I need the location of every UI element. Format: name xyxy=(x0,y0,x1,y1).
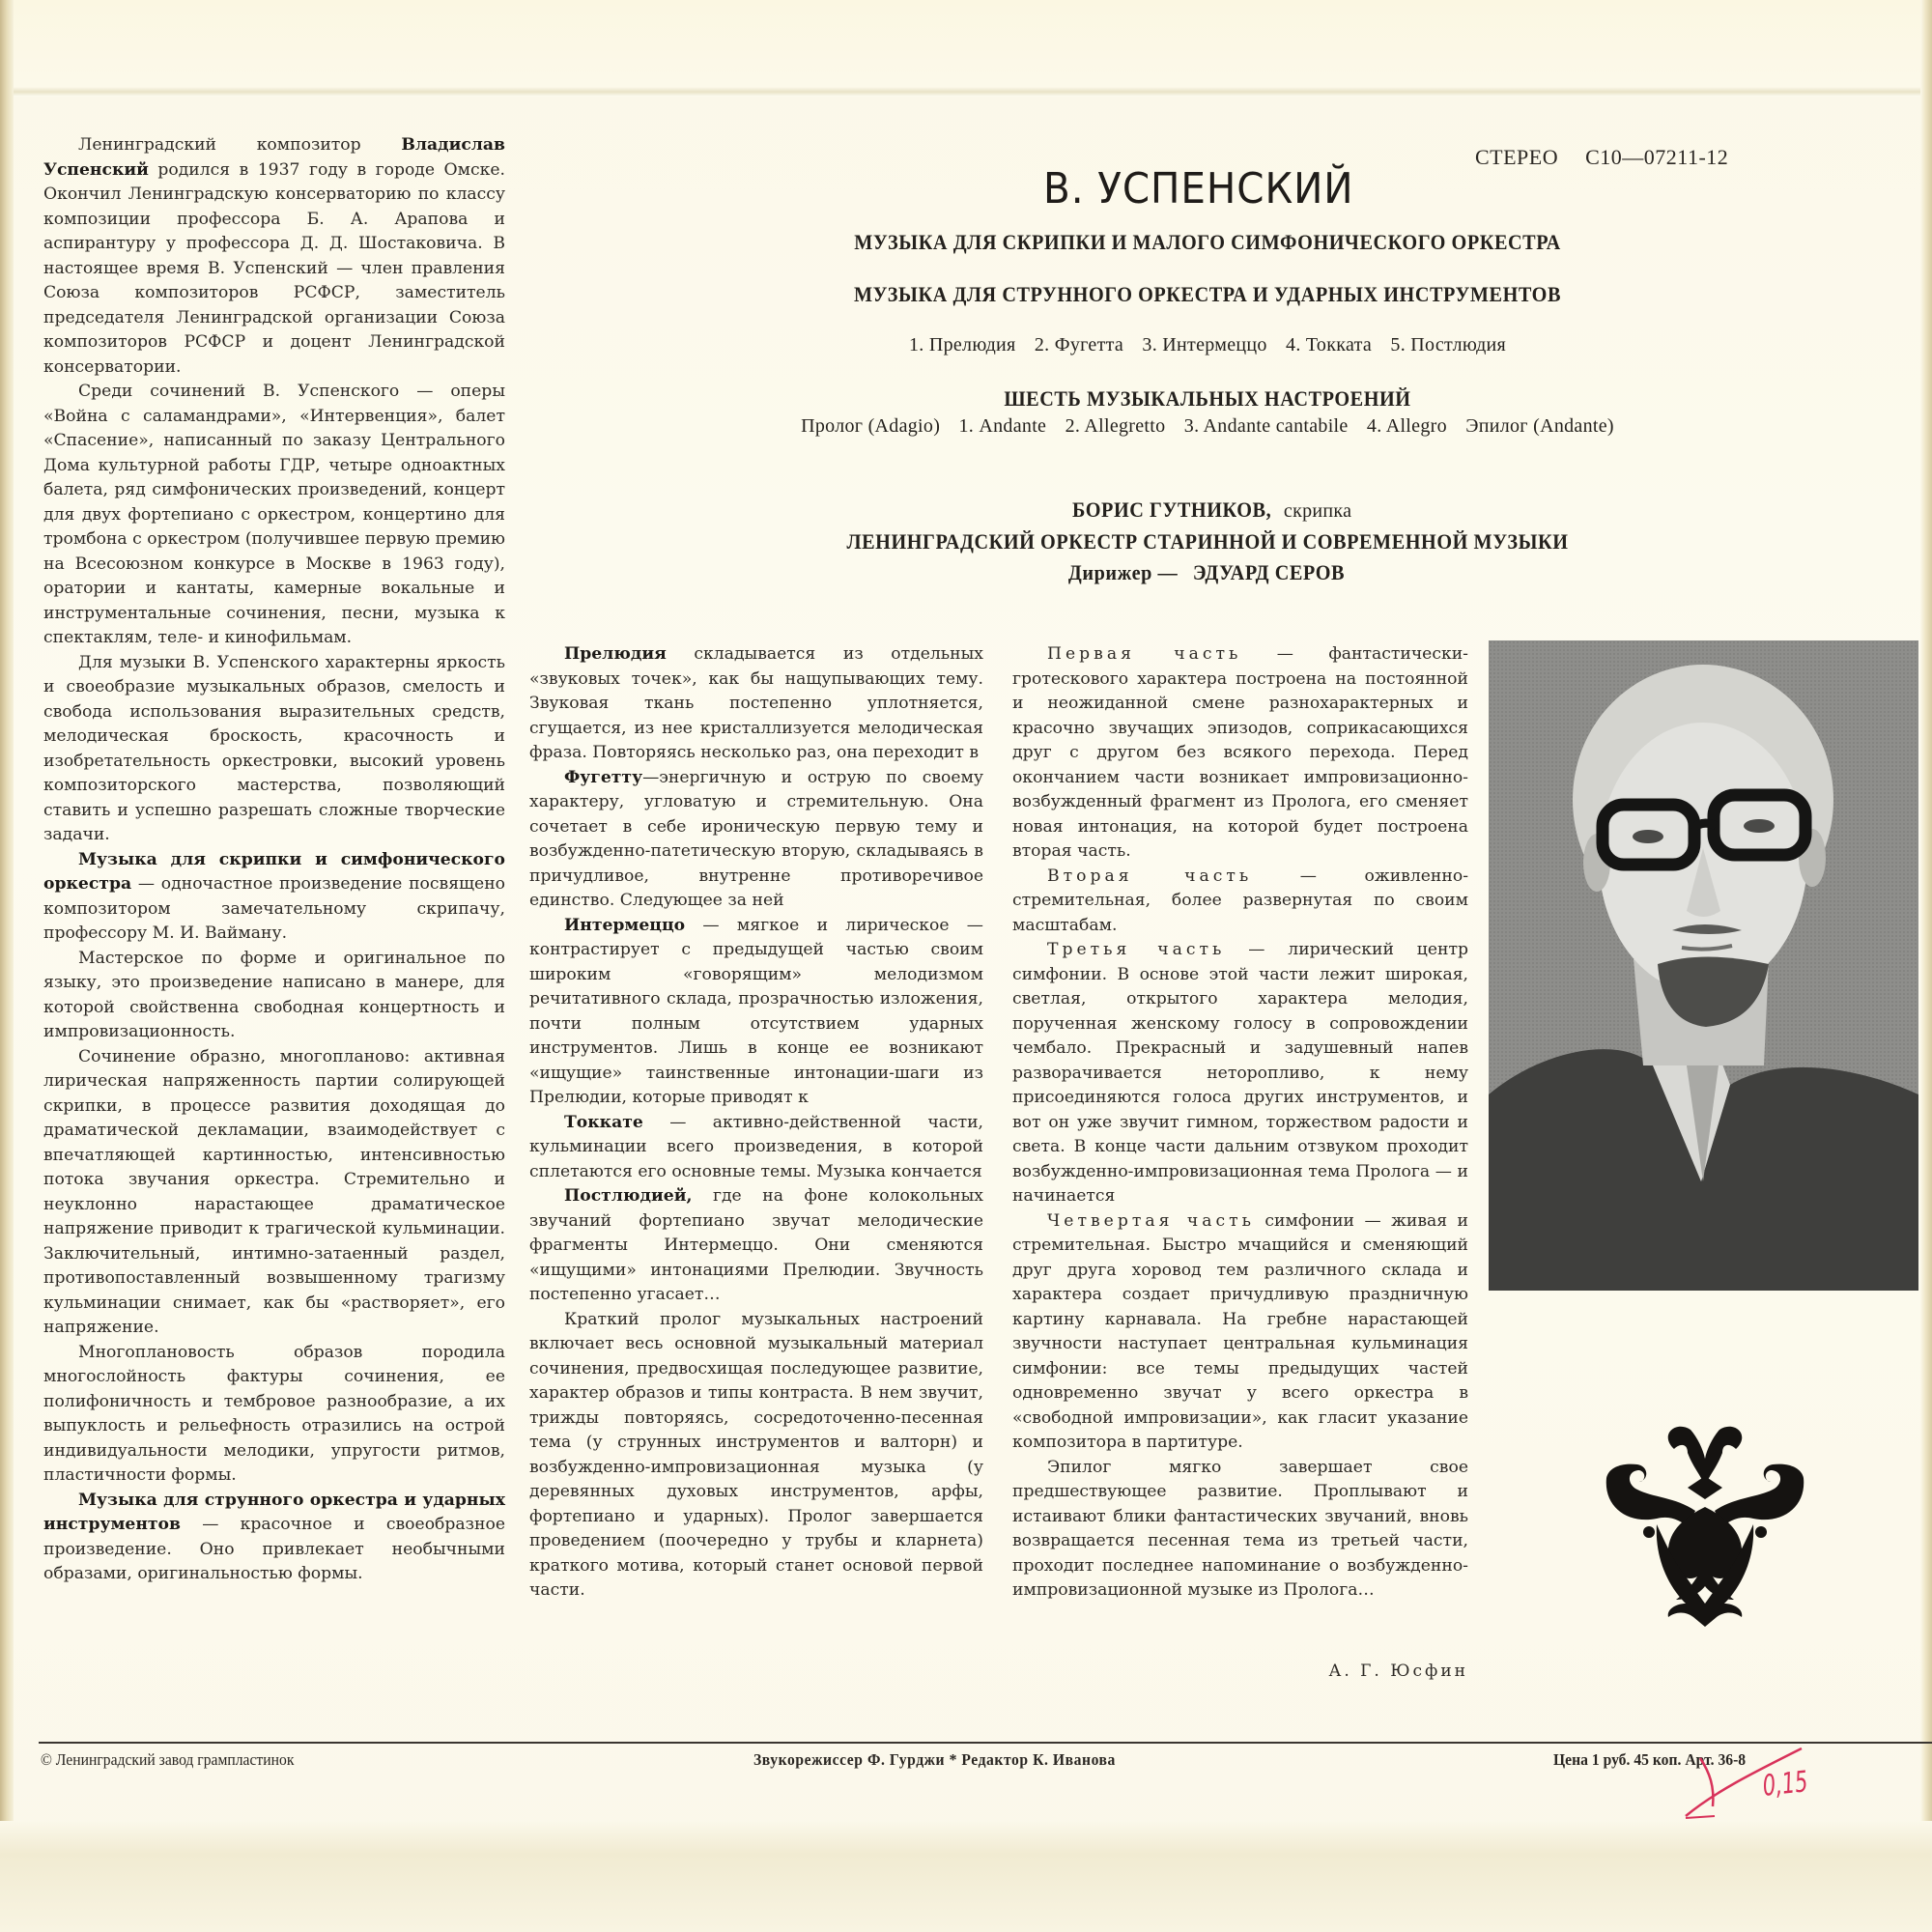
sleeve-right-edge xyxy=(1920,0,1932,1932)
paragraph: Четвертая часть симфонии — живая и стремительная. Быстро мчащийся и сменяющий друг друга хоровод тем различного склада и характера создает причудливую праздничную картину карнавала. На гребне нарастающей звучности наступает центральная кульминация симфонии: все темы предыдущих частей одновременно звучат у всего оркестра в «свободной импровизации», как гласит указание композитора в партитуре. xyxy=(1012,1210,1468,1452)
movement: 1. Andante xyxy=(958,415,1047,437)
paragraph: Сочинение образно, многопланово: активная лирическая напряженность партии солирующей скрипки, в процессе развития доходящая до драматической декламации, взаимодействует с впечатляющей картинностью, интенсивностью потока звучания оркестра. Стремительно и неуклонно нарастающее драматическое напряжение приводит к трагической кульминации. Заключительный, интимно-затаенный раздел, противопоставленный возвышенному трагизму кульминации снимает, как бы «растворяет», его напряжение. xyxy=(43,1046,505,1337)
movement: Эпилог (Andante) xyxy=(1465,415,1614,437)
movements-list-2 xyxy=(638,334,1777,356)
paragraph: Эпилог мягко завершает свое предшествующее развитие. Проплывают и истаивают блики фантастических звучаний, вновь возвращается песенная тема из третьей части, проходит последнее напоминание о возбужденно-импровизационной музыке из Пролога… xyxy=(1012,1457,1468,1600)
paragraph: Многоплановость образов породила многослойность фактуры сочинения, ее полифоничность и тембровое разнообразие, а их выпуклость и рельефность отразились на острой индивидуальности мелодики, упругости ритмов, пластичности формы. xyxy=(43,1342,505,1485)
label-logo-ornament xyxy=(1599,1410,1811,1628)
performer-conductor: Дирижер — ЭДУАРД СЕРОВ xyxy=(1067,560,1346,584)
column-moods-notes xyxy=(1012,642,1468,1604)
column-biography xyxy=(43,133,505,1587)
paragraph: Среди сочинений В. Успенского — оперы «Война с саламандрами», «Интервенция», балет «Спасение», написанный по заказу Центрального Дома культурной работы ГДР, четыре одноактных балета, ряд симфонических произведений, концерт для двух фортепиано с оркестром, концертино для тромбона с оркестром (получившее первую премию на Всесоюзном конкурсе в Москве в 1963 году), оратории и кантаты, камерные вокальные и инструментальные сочинения, песни, музыка к спектаклям, теле- и кинофильмам. xyxy=(43,382,505,647)
performer-orchestra: ЛЕНИНГРАДСКИЙ ОРКЕСТР СТАРИННОЙ И СОВРЕМЕННОЙ МУЗЫКИ xyxy=(846,529,1569,554)
composer-portrait-photo xyxy=(1489,640,1918,1291)
paragraph: Вторая часть — оживленно-стремительная, более развернутая по своим масштабам. xyxy=(1012,866,1468,935)
catalog-number: С10—07211-12 xyxy=(1585,145,1729,169)
stereo-label: СТЕРЕО xyxy=(1475,145,1559,169)
movement: 4. Allegro xyxy=(1366,415,1447,437)
handwritten-price: 0,15 xyxy=(1761,1765,1810,1804)
movement: 2. Фугетта xyxy=(1034,334,1124,355)
catalog-info xyxy=(1475,145,1900,170)
footer-price: Цена 1 руб. 45 коп. Арт. 36-8 xyxy=(1553,1750,1747,1769)
footer-divider xyxy=(39,1742,1932,1744)
work-title-3: ШЕСТЬ МУЗЫКАЛЬНЫХ НАСТРОЕНИЙ xyxy=(1004,386,1411,411)
movement: 2. Allegretto xyxy=(1065,415,1166,437)
paragraph: Первая часть — фантастически-гротескового характера построена на постоянной и неожиданной смене разнохарактерных и красочно звучащих эпизодов, соприкасающихся друг с другом без всякого перехода. Перед окончанием части возникает импровизационно-возбужденный фрагмент из Пролога, его сменяет новая интонация, на которой будет построена вторая часть. xyxy=(1012,644,1468,861)
paragraph: Токкате — активно-действенной части, кульминации всего произведения, в которой сплетаются его основные темы. Музыка кончается xyxy=(529,1112,983,1181)
footer-publisher: © Ленинградский завод грампластинок xyxy=(41,1750,295,1769)
movement: 4. Токката xyxy=(1286,334,1373,355)
portrait-illustration xyxy=(1489,640,1918,1291)
ornament-icon xyxy=(1599,1410,1811,1628)
movement: 3. Интермеццо xyxy=(1142,334,1267,355)
paragraph: Краткий пролог музыкальных настроений включает весь основной музыкальный материал сочинения, предвосхищая последующее развитие, характер образов и типы контраста. В нем звучит, трижды повторяясь, сосредоточенно-песенная тема (у струнных инструментов и валторн) и возбужденно-импровизационная музыка (у деревянных духовых инструментов, арфы, фортепиано и ударных). Пролог завершается проведением (поочередно у трубы и кларнета) краткого мотива, который станет основой первой части. xyxy=(529,1309,983,1600)
paragraph: Третья часть — лирический центр симфонии. В основе этой части лежит широкая, светлая, открытого характера мелодия, порученная женскому голосу в сопровождении чембало. Прекрасный и задушевный напев разворачивается неторопливо, к нему присоединяются голоса других инструментов, и вот он уже звучит гимном, торжеством радости и света. В конце части дальним отзвуком проходит возбужденно-импровизационная тема Пролога — и начинается xyxy=(1012,940,1468,1206)
paragraph: Фугетту—энергичную и острую по своему характеру, угловатую и стремительную. Она сочетает в себе ироническую первую тему и возбужденно-патетическую вторую, складываясь в причудливое, внутренне противоречивое единство. Следующее за ней xyxy=(529,767,983,910)
movement: 1. Прелюдия xyxy=(908,334,1016,355)
sleeve-left-edge xyxy=(0,0,14,1932)
performer-soloist: БОРИС ГУТНИКОВ, скрипка xyxy=(1071,497,1352,522)
paragraph: Интермеццо — мягкое и лирическое — контрастирует с предыдущей частью своим широким «говорящим» мелодизмом речитативного склада, прозрачностью изложения, почти полным отсутствием ударных инструментов. Лишь в конце ее возникают «ищущие» таинственные интонации-шаги из Прелюдии, которые приводят к xyxy=(529,915,983,1107)
work-title-1: МУЗЫКА ДЛЯ СКРИПКИ И МАЛОГО СИМФОНИЧЕСКОГО ОРКЕСТРА xyxy=(854,230,1561,254)
movement: 5. Постлюдия xyxy=(1390,334,1507,355)
paragraph: Для музыки В. Успенского характерны яркость и своеобразие музыкальных образов, смелость и свобода использования выразительных средств, мелодическая броскость, красочность и изобретательность оркестровки, высокий уровень композиторского мастерства, позволяющий ставить и успешно разрешать сложные творческие задачи. xyxy=(43,652,505,844)
movements-list-3 xyxy=(638,415,1777,438)
paragraph: Музыка для скрипки и симфонического оркестра — одночастное произведение посвящено композитором замечательному скрипачу, профессору М. И. Вайману. xyxy=(43,849,505,943)
paragraph: Постлюдией, где на фоне колокольных звучаний фортепиано звучат мелодические фрагменты Интермеццо. Они сменяются «ищущими» интонациями Прелюдии. Звучность постепенно угасает… xyxy=(529,1186,983,1304)
movement: 3. Andante cantabile xyxy=(1183,415,1349,437)
movement: Пролог (Adagio) xyxy=(801,415,941,437)
paragraph: Прелюдия складывается из отдельных «звуковых точек», как бы нащупывающих тему. Звуковая ткань постепенно уплотняется, сгущается, из нее кристаллизуется мелодическая фраза. Повторяясь несколько раз, она переходит в xyxy=(529,644,983,762)
work-title-2: МУЗЫКА ДЛЯ СТРУННОГО ОРКЕСТРА И УДАРНЫХ ИНСТРУМЕНТОВ xyxy=(853,282,1562,306)
composer-name: В. УСПЕНСКИЙ xyxy=(1043,164,1354,213)
author-signature: А. Г. Юсфин xyxy=(1328,1662,1468,1681)
column-string-orchestra-notes xyxy=(529,642,983,1604)
paragraph: Мастерское по форме и оригинальное по языку, это произведение написано в манере, для которой свойственна свободная концертность и импровизационность. xyxy=(43,948,505,1041)
paragraph: Музыка для струнного оркестра и ударных инструментов — красочное и своеобразное произведение. Оно привлекает необычными образами, оригинальностью формы. xyxy=(43,1490,505,1583)
paragraph: Ленинградский композитор Владислав Успенский родился в 1937 году в городе Омске. Окончил Ленинградскую консерваторию по классу композиции профессора Б. А. Арапова и аспирантуру у профессора Д. Д. Шостаковича. В настоящее время В. Успенский — член правления Союза композиторов РСФСР, заместитель председателя Ленинградской организации Союза композиторов РСФСР и доцент Ленинградской консерватории. xyxy=(43,135,505,377)
sleeve-bottom-band xyxy=(0,1821,1932,1932)
footer-credits: Звукорежиссер Ф. Гурджи * Редактор К. Иванова xyxy=(753,1750,1116,1769)
